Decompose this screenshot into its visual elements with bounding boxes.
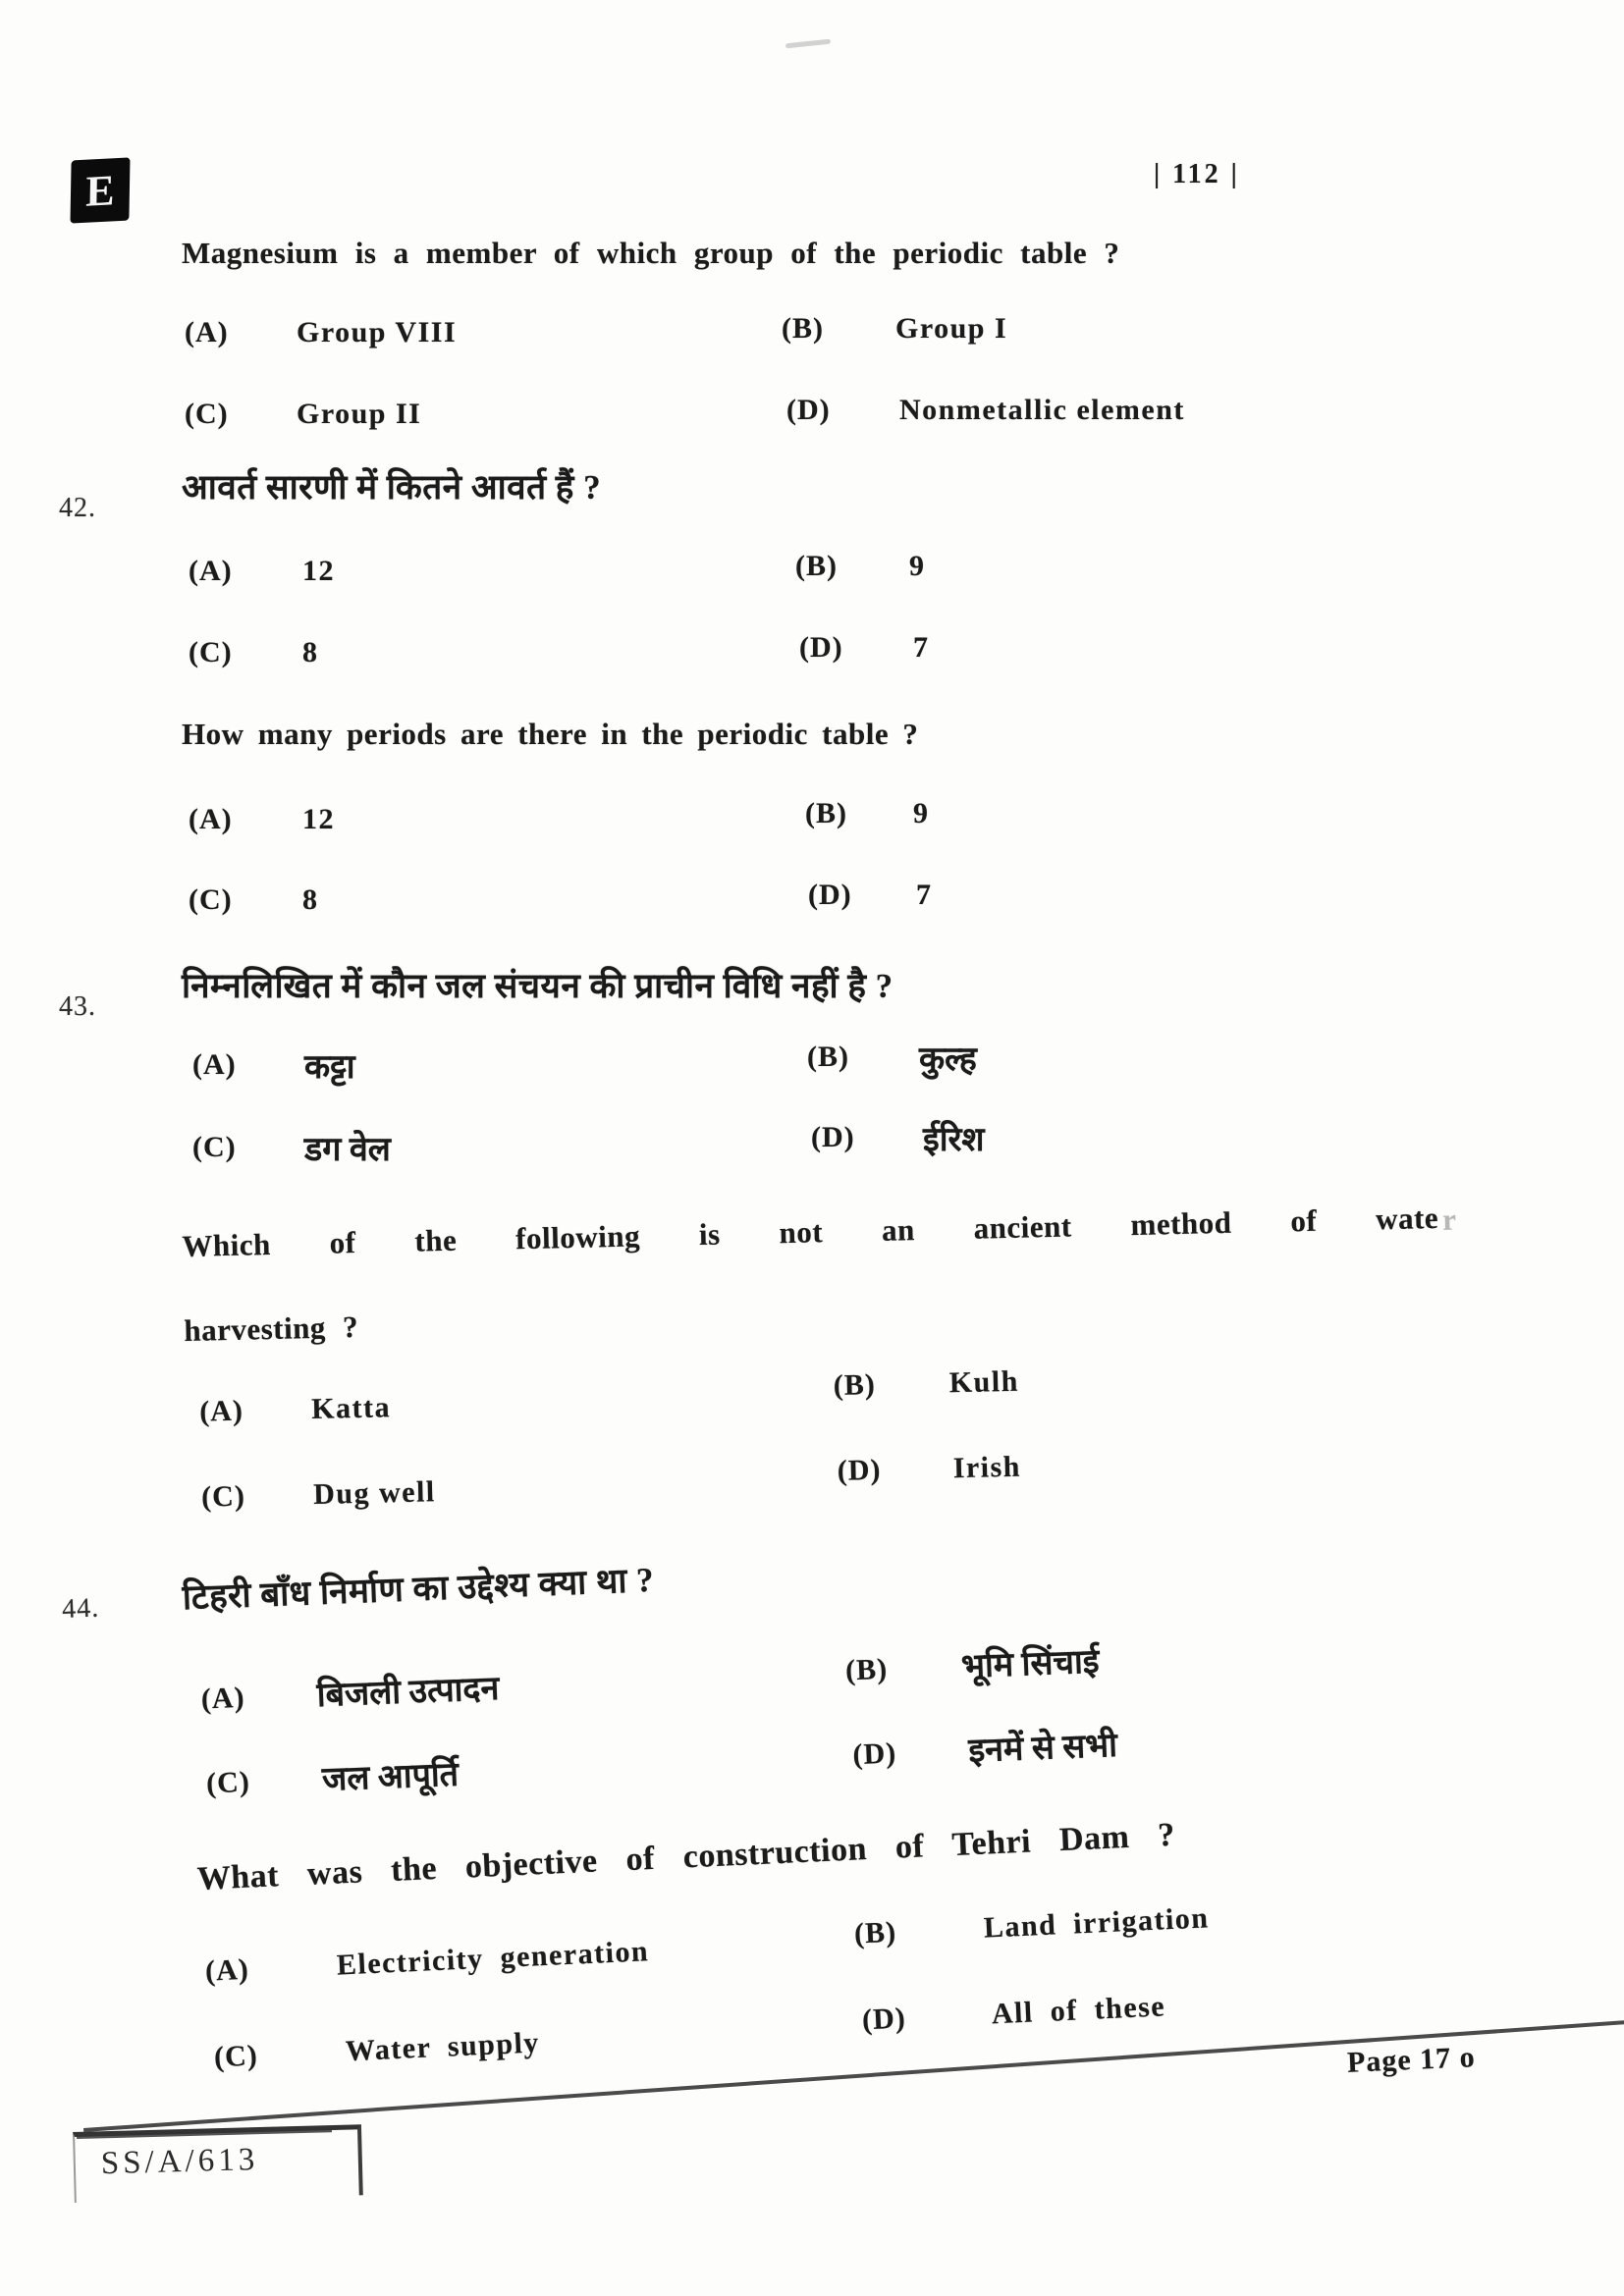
option-value: Group II	[297, 398, 422, 430]
question-number: 42.	[59, 493, 96, 523]
option-key: (C)	[192, 1131, 237, 1163]
booklet-code-box	[73, 2124, 363, 2203]
booklet-code: SS/A/613	[100, 2142, 259, 2182]
option-key: (B)	[853, 1915, 897, 1950]
option-value: 7	[916, 879, 933, 911]
option-value: Irish	[952, 1450, 1022, 1485]
option-value: कट्टा	[304, 1049, 355, 1086]
cut-off-letter: r	[1441, 1201, 1457, 1237]
question-text: How many periods are there in the periodic table ?	[182, 717, 919, 751]
option-key: (C)	[200, 1479, 246, 1514]
option-key: (B)	[795, 550, 838, 582]
option-key: (C)	[185, 398, 229, 430]
option-value: जल आपूर्ति	[321, 1756, 460, 1798]
option-value: Land irrigation	[983, 1901, 1211, 1945]
option-value: 8	[302, 636, 319, 668]
option-key: (A)	[189, 555, 233, 587]
option-key: (C)	[205, 1765, 251, 1800]
option-key: (B)	[805, 797, 847, 829]
option-key: (D)	[799, 631, 843, 664]
question-text: निम्नलिखित में कौन जल संचयन की प्राचीन विधि नहीं है ?	[182, 967, 893, 1005]
option-value: 8	[302, 883, 319, 916]
header-page-number: | 112 |	[1154, 159, 1240, 189]
option-key: (A)	[189, 803, 233, 835]
question-number: 43.	[59, 991, 96, 1022]
option-value: Group VIII	[297, 316, 458, 348]
option-value: Kulh	[948, 1364, 1020, 1400]
option-key: (A)	[198, 1394, 244, 1428]
option-value: 7	[913, 631, 930, 664]
option-value: इनमें से सभी	[967, 1727, 1118, 1770]
option-key: (B)	[807, 1041, 849, 1073]
option-value: 9	[913, 797, 930, 829]
option-value: 12	[302, 555, 335, 587]
option-value: Group I	[895, 312, 1008, 345]
option-key: (C)	[189, 636, 233, 668]
option-key: (A)	[200, 1681, 246, 1716]
question-text: What was the objective of construction of Tehri Dam ?	[196, 1816, 1176, 1897]
option-value: 12	[302, 803, 335, 835]
option-value: डग वेल	[304, 1132, 391, 1168]
option-key: (A)	[185, 316, 229, 348]
option-value: All of these	[991, 1990, 1166, 2031]
option-value: Nonmetallic element	[899, 394, 1185, 426]
option-value: Katta	[310, 1391, 392, 1426]
option-key: (B)	[833, 1368, 877, 1402]
option-key: (D)	[811, 1121, 855, 1153]
option-value: Electricity generation	[336, 1935, 650, 1982]
set-badge	[70, 157, 130, 223]
option-value: Water supply	[345, 2026, 541, 2068]
question-text-line1: Which of the following is not an ancient method of wate	[182, 1200, 1439, 1263]
option-key: (C)	[213, 2039, 259, 2074]
option-key: (D)	[861, 2002, 907, 2037]
question-text: Magnesium is a member of which group of the periodic table ?	[182, 236, 1120, 270]
footer-page-label: Page 17 o	[1346, 2041, 1477, 2079]
question-text-line2: harvesting ?	[183, 1308, 359, 1348]
question-block-43-english	[182, 1200, 1504, 1553]
option-key: (B)	[844, 1652, 889, 1687]
option-value: 9	[909, 550, 926, 582]
option-value: बिजली उत्पादन	[316, 1670, 500, 1715]
set-badge-letter: E	[84, 165, 116, 216]
option-value: भूमि सिंचाई	[960, 1643, 1101, 1685]
option-value: ईरिश	[923, 1122, 985, 1158]
option-key: (B)	[782, 312, 824, 345]
option-value: कुल्ह	[919, 1041, 977, 1078]
scan-artifact-mark	[785, 39, 831, 49]
option-key: (D)	[786, 394, 831, 426]
question-text: आवर्त सारणी में कितने आवर्त हैं ?	[182, 468, 602, 507]
option-key: (D)	[837, 1453, 882, 1487]
question-text: टिहरी बाँध निर्माण का उद्देश्य क्या था ?	[182, 1560, 655, 1618]
option-value: Dug well	[312, 1475, 437, 1512]
option-key: (D)	[808, 879, 852, 911]
option-key: (A)	[192, 1048, 237, 1081]
question-number: 44.	[61, 1592, 100, 1625]
option-key: (D)	[851, 1736, 897, 1772]
option-key: (A)	[204, 1952, 250, 1988]
option-key: (C)	[189, 883, 233, 916]
